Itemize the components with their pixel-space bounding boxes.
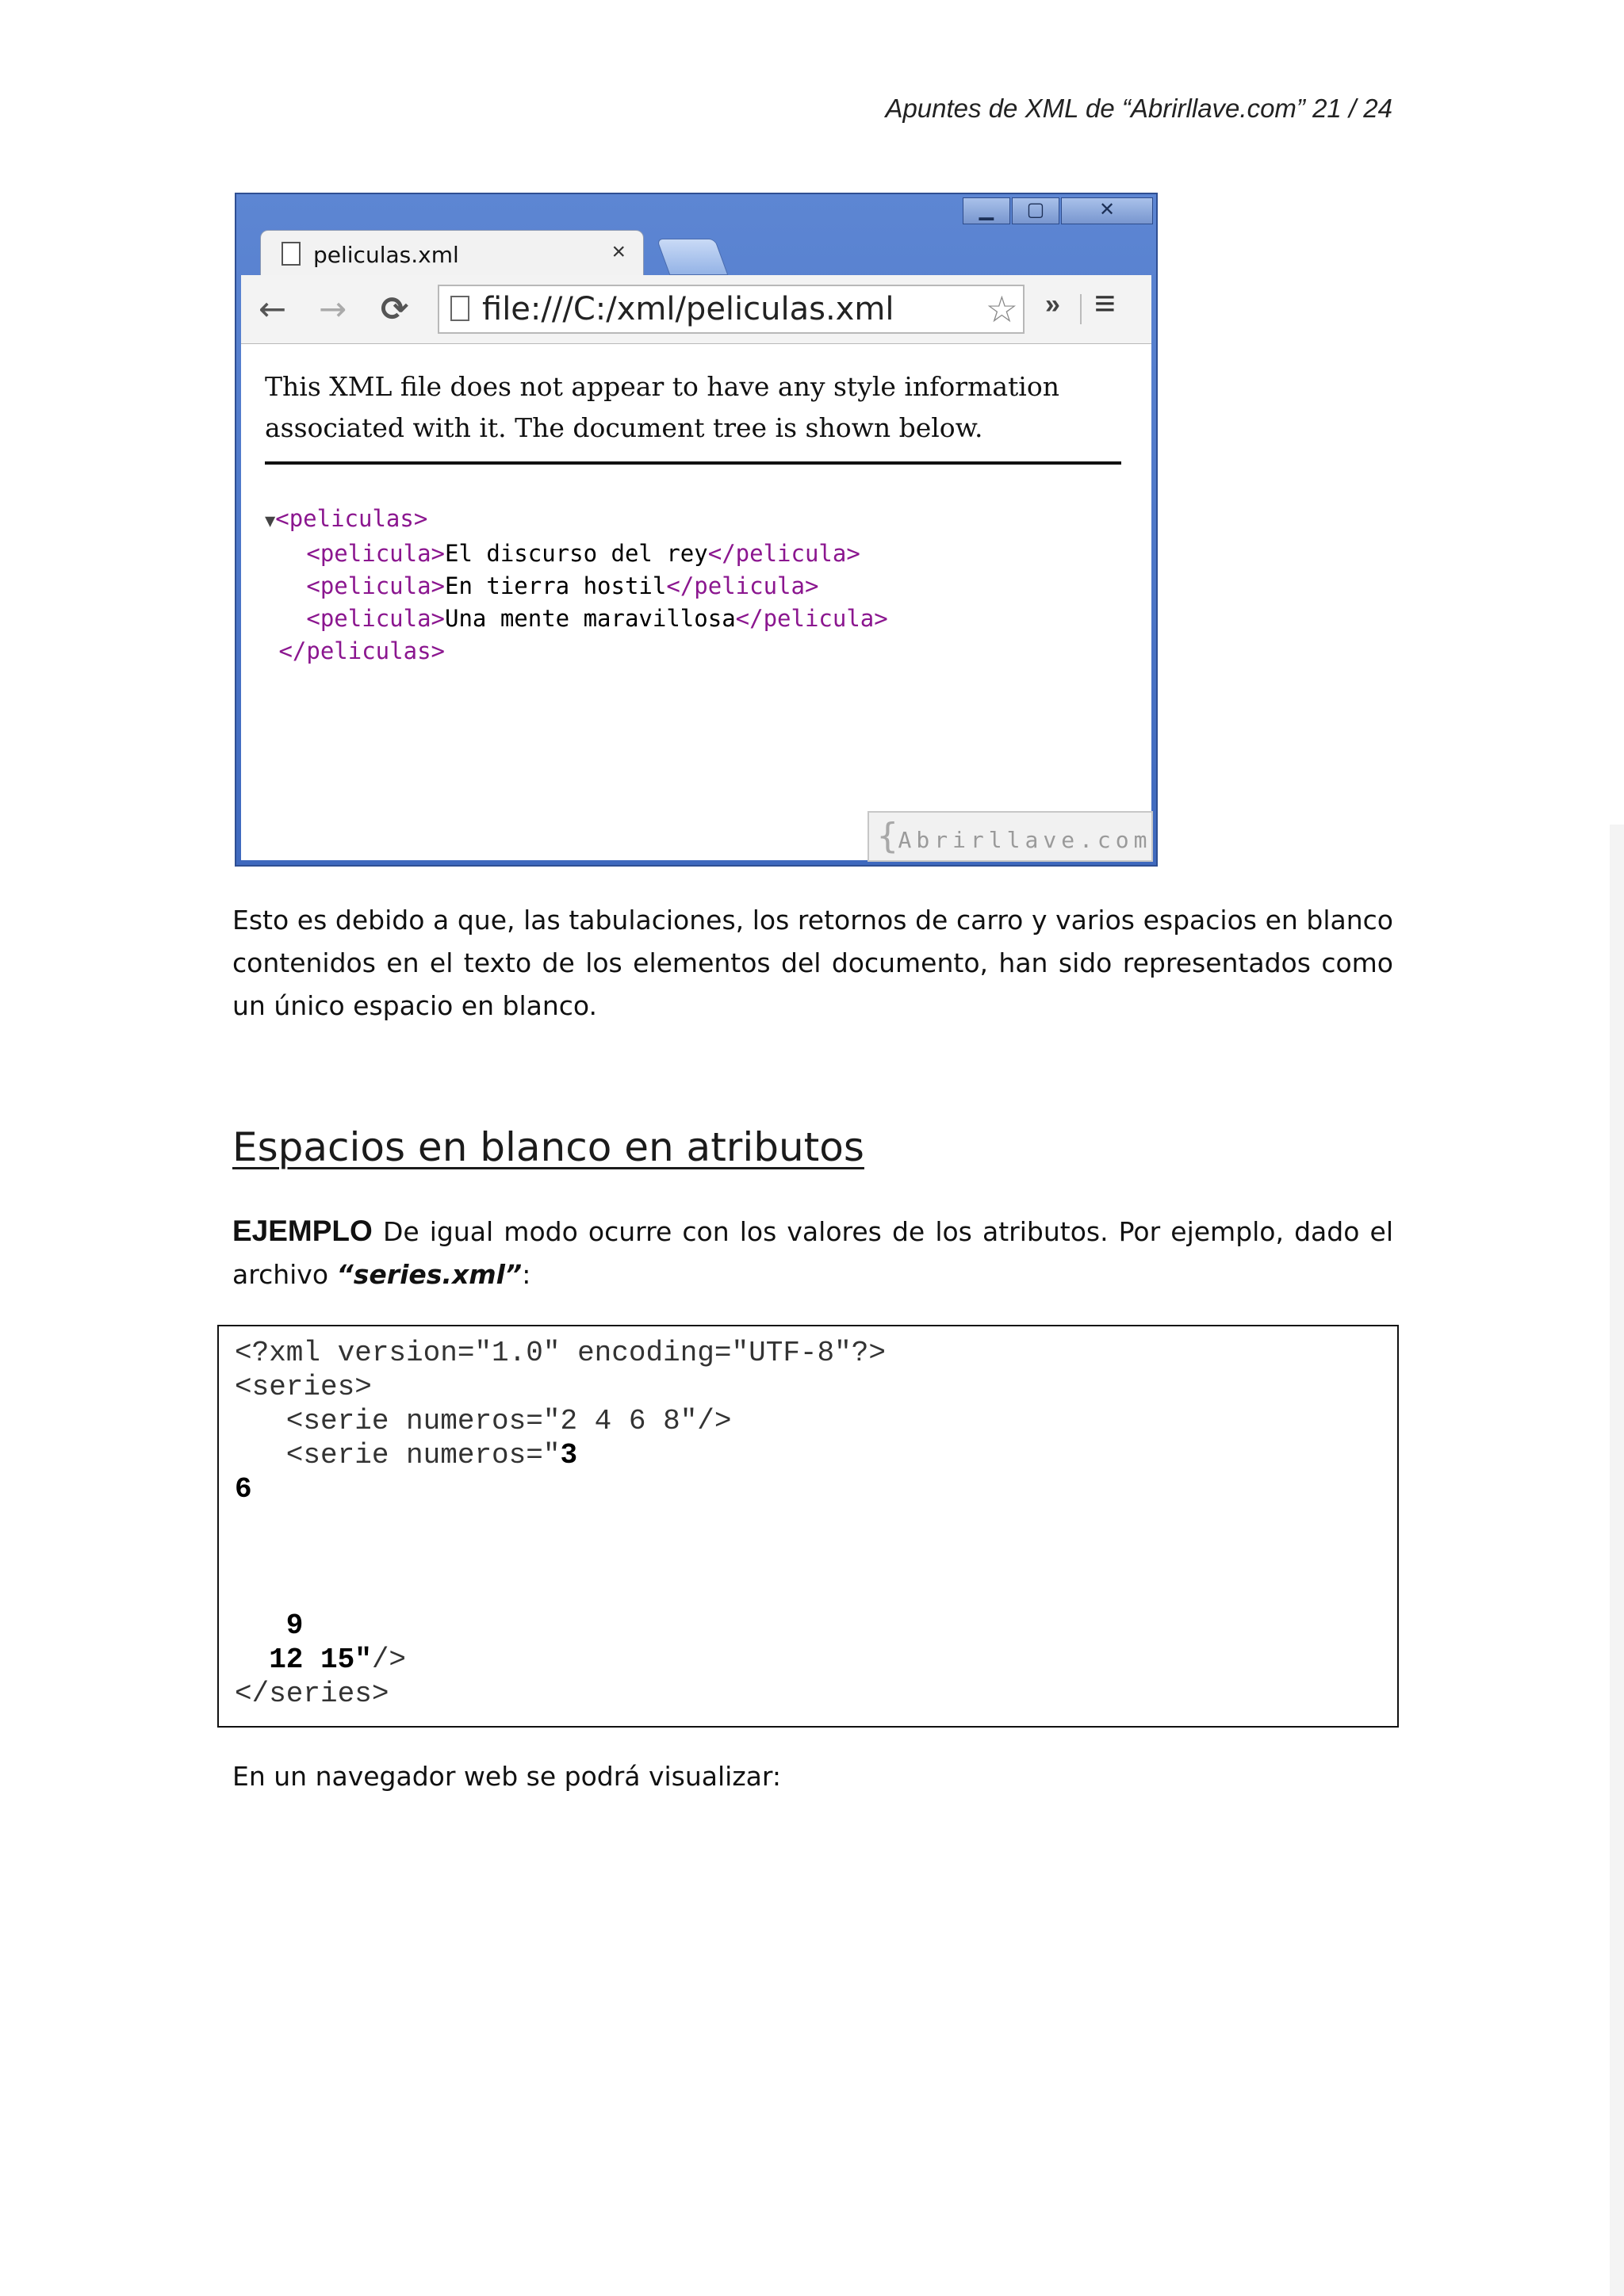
root-open-tag: <peliculas>	[275, 505, 428, 532]
close-window-button[interactable]: ✕	[1061, 197, 1153, 224]
collapse-triangle-icon[interactable]: ▼	[265, 511, 276, 531]
info-line-1: This XML file does not appear to have any style information	[265, 371, 1059, 402]
watermark-brace: {	[877, 816, 898, 856]
filename: “series.xml”	[336, 1259, 523, 1290]
watermark-text: Abrirllave.com	[898, 827, 1152, 853]
abrirllave-watermark	[868, 811, 1153, 862]
code-bold-value: 12 15"	[235, 1644, 372, 1676]
url-text: file:///C:/xml/peliculas.xml	[482, 291, 894, 327]
section-heading: Espacios en blanco en atributos	[232, 1124, 864, 1170]
document-icon	[282, 242, 301, 266]
xml-tree	[265, 503, 888, 668]
ejemplo-label: EJEMPLO	[232, 1215, 373, 1247]
item-close-tag: </pelicula>	[666, 572, 819, 599]
info-divider	[265, 461, 1121, 465]
browser-tab[interactable]	[260, 230, 644, 277]
reload-icon[interactable]: ⟳	[381, 289, 409, 328]
page-icon	[450, 296, 469, 321]
item-close-tag: </pelicula>	[735, 605, 888, 632]
code-line: <serie numeros="2 4 6 8"/>	[235, 1405, 732, 1437]
code-listing	[217, 1325, 1399, 1728]
item-open-tag: <pelicula>	[306, 605, 445, 632]
browser-toolbar	[241, 275, 1151, 344]
root-close-tag: </peliculas>	[278, 637, 445, 664]
new-tab-button[interactable]	[657, 239, 729, 275]
minimize-button[interactable]: ▁	[963, 197, 1010, 224]
code-bold-value: 6	[235, 1473, 252, 1506]
info-line-2: associated with it. The document tree is shown below.	[265, 412, 983, 443]
item-close-tag: </pelicula>	[707, 540, 860, 567]
code-line: </series>	[235, 1678, 389, 1710]
tree-item-text: Una mente maravillosa	[445, 605, 736, 632]
code-bold-value: 3	[560, 1439, 578, 1471]
xml-info-message	[265, 366, 1129, 449]
code-bold-value: 9	[235, 1609, 304, 1642]
menu-icon[interactable]: ≡	[1094, 282, 1116, 323]
xml-code	[235, 1336, 886, 1711]
window-controls	[961, 197, 1153, 224]
ejemplo-after: :	[522, 1259, 531, 1290]
tree-item-text: En tierra hostil	[445, 572, 667, 599]
paragraph-visualizar: En un navegador web se podrá visualizar:	[232, 1761, 782, 1792]
code-line: <serie numeros="	[235, 1439, 561, 1471]
tab-close-icon[interactable]: ×	[611, 239, 626, 265]
browser-screenshot	[235, 193, 1158, 867]
code-line: <series>	[235, 1371, 372, 1403]
bookmark-star-icon[interactable]: ☆	[985, 289, 1018, 330]
browser-viewport	[241, 344, 1151, 860]
maximize-button[interactable]: ▢	[1012, 197, 1059, 224]
item-open-tag: <pelicula>	[306, 540, 445, 567]
tab-title: peliculas.xml	[313, 242, 459, 268]
item-open-tag: <pelicula>	[306, 572, 445, 599]
ejemplo-text: De igual modo ocurre con los valores de los atributos. Por ejemplo, dado el archivo	[232, 1216, 1393, 1290]
page-header: Apuntes de XML de “Abrirllave.com” 21 / 24	[885, 94, 1392, 123]
address-bar[interactable]	[438, 285, 1025, 334]
paragraph-explanation: Esto es debido a que, las tabulaciones, los retornos de carro y varios espacios en blanco contenidos en el texto de los elementos del documento, han sido representados como un único espacio en blanco.	[232, 905, 1393, 1021]
ejemplo-paragraph	[232, 1210, 1393, 1296]
code-line: />	[371, 1644, 407, 1676]
toolbar-divider	[1080, 294, 1082, 324]
tree-item-text: El discurso del rey	[445, 540, 708, 567]
back-arrow-icon[interactable]: ←	[259, 289, 287, 328]
page-edge-shade	[1610, 825, 1624, 2296]
code-line: <?xml version="1.0" encoding="UTF-8"?>	[235, 1337, 886, 1369]
forward-arrow-icon[interactable]: →	[319, 289, 347, 328]
extensions-chevron-icon[interactable]: »	[1045, 289, 1060, 320]
